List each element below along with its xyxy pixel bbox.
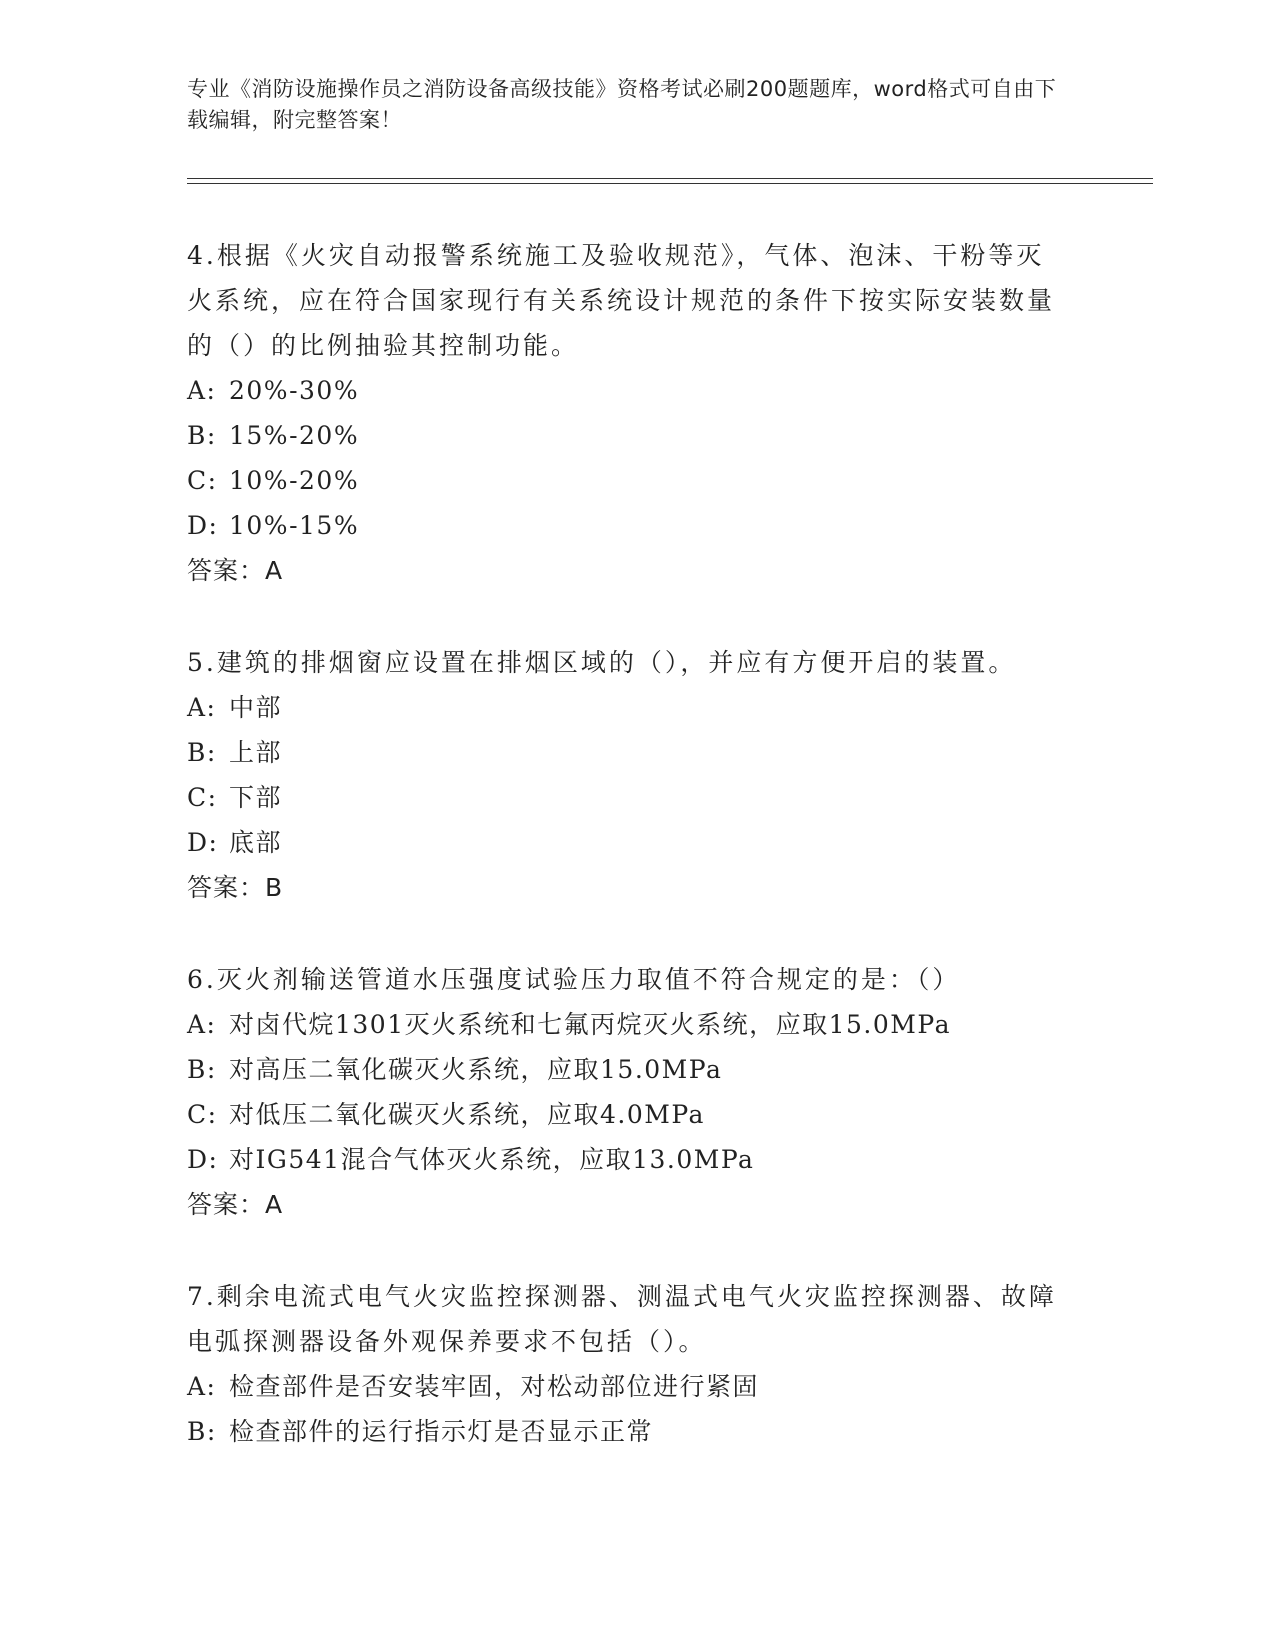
option-text: 对低压二氧化碳灭火系统，应取4.0MPa <box>229 1100 705 1129</box>
question-stem: 5.建筑的排烟窗应设置在排烟区域的（），并应有方便开启的装置。 <box>187 648 1017 677</box>
option-text: 检查部件的运行指示灯是否显示正常 <box>229 1417 654 1446</box>
question-4 <box>187 233 1067 594</box>
option-text: 对IG541混合气体灭火系统，应取13.0MPa <box>229 1145 755 1174</box>
question-5 <box>187 640 1067 911</box>
question-list <box>187 233 1067 1500</box>
option-a <box>187 1002 1067 1047</box>
option-text: 对高压二氧化碳灭火系统，应取15.0MPa <box>229 1055 723 1084</box>
option-text: 20%-30% <box>229 376 360 405</box>
option-text: 检查部件是否安装牢固，对松动部位进行紧固 <box>229 1372 760 1401</box>
question-stem: 6.灭火剂输送管道水压强度试验压力取值不符合规定的是：（） <box>187 965 961 994</box>
option-a <box>187 368 1067 413</box>
option-c <box>187 775 1067 820</box>
header-divider-line <box>187 178 1153 179</box>
option-text: 下部 <box>229 783 283 812</box>
question-7 <box>187 1274 1067 1454</box>
option-letter: D: <box>187 828 219 857</box>
option-letter: C: <box>187 783 218 812</box>
option-letter: A: <box>187 1010 217 1039</box>
option-letter: C: <box>187 466 218 495</box>
option-b <box>187 730 1067 775</box>
option-letter: D: <box>187 1145 219 1174</box>
option-d <box>187 1137 1067 1182</box>
option-d <box>187 820 1067 865</box>
answer-line: 答案：A <box>187 556 284 585</box>
question-stem: 4.根据《火灾自动报警系统施工及验收规范》，气体、泡沫、干粉等灭火系统，应在符合国家现行有关系统设计规范的条件下按实际安装数量的（）的比例抽验其控制功能。 <box>187 241 1056 360</box>
option-a <box>187 685 1067 730</box>
document-header: 专业《消防设施操作员之消防设备高级技能》资格考试必刷200题题库，word格式可自由下载编辑，附完整答案！ <box>187 77 1057 132</box>
answer-line: 答案：B <box>187 873 284 902</box>
option-text: 上部 <box>229 738 283 767</box>
option-letter: B: <box>187 421 217 450</box>
option-text: 15%-20% <box>229 421 360 450</box>
option-c <box>187 1092 1067 1137</box>
option-d <box>187 503 1067 548</box>
option-letter: D: <box>187 511 219 540</box>
answer-line: 答案：A <box>187 1190 284 1219</box>
option-b <box>187 1047 1067 1092</box>
question-stem: 7.剩余电流式电气火灾监控探测器、测温式电气火灾监控探测器、故障电弧探测器设备外观保养要求不包括（）。 <box>187 1282 1057 1356</box>
option-letter: B: <box>187 738 217 767</box>
option-text: 中部 <box>229 693 283 722</box>
option-text: 10%-20% <box>229 466 360 495</box>
option-text: 10%-15% <box>229 511 360 540</box>
option-c <box>187 458 1067 503</box>
option-letter: A: <box>187 376 217 405</box>
option-b <box>187 1409 1067 1454</box>
option-letter: B: <box>187 1055 217 1084</box>
option-text: 对卤代烷1301灭火系统和七氟丙烷灭火系统，应取15.0MPa <box>229 1010 951 1039</box>
option-letter: A: <box>187 1372 217 1401</box>
header-divider-line-2 <box>187 183 1153 184</box>
option-letter: A: <box>187 693 217 722</box>
option-text: 底部 <box>229 828 283 857</box>
option-b <box>187 413 1067 458</box>
option-letter: C: <box>187 1100 218 1129</box>
question-6 <box>187 957 1067 1228</box>
option-a <box>187 1364 1067 1409</box>
option-letter: B: <box>187 1417 217 1446</box>
